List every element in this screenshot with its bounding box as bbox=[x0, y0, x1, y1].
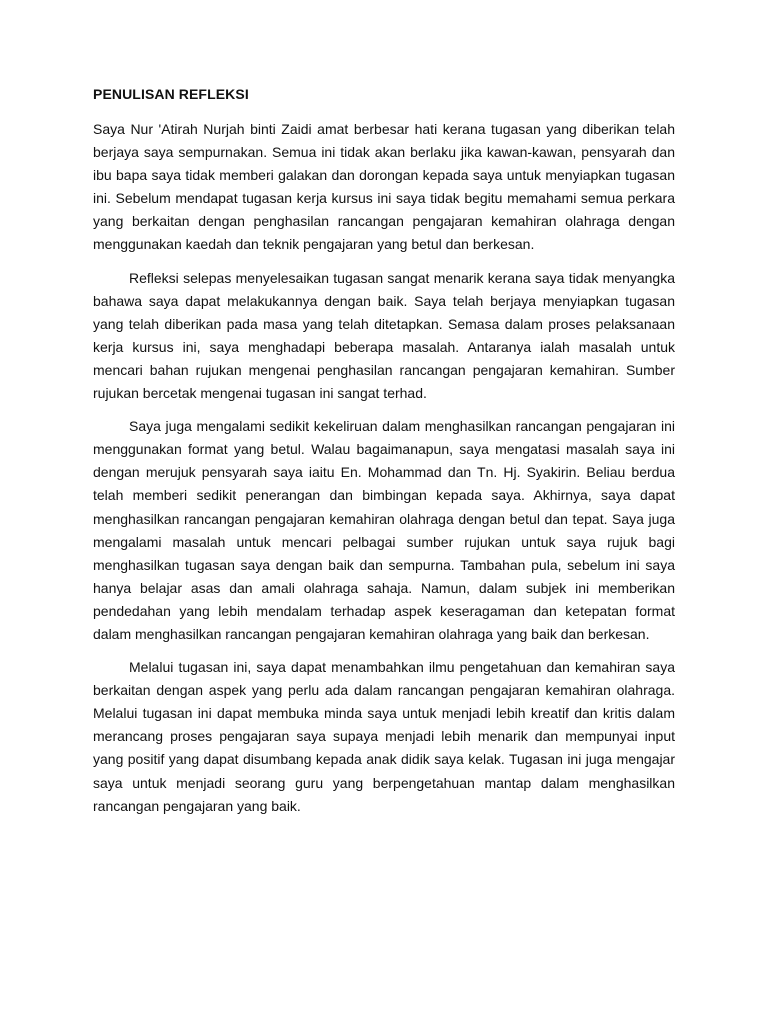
paragraph-intro: Saya Nur 'Atirah Nurjah binti Zaidi amat berbesar hati kerana tugasan yang diberikan telah berjaya saya sempurnakan. Semua ini tidak akan berlaku jika kawan-kawan, pensyarah dan ibu bapa saya tidak memberi galakan dan dorongan kepada saya untuk menyiapkan tugasan ini. Sebelum mendapat tugasan kerja kursus ini saya tidak begitu memahami semua perkara yang berkaitan dengan penghasilan rancangan pengajaran kemahiran olahraga dengan menggunakan kaedah dan teknik pengajaran yang betul dan berkesan. bbox=[93, 121, 675, 253]
paragraph-reflection: Refleksi selepas menyelesaikan tugasan sangat menarik kerana saya tidak menyangka bahawa saya dapat melakukannya dengan baik. Saya telah berjaya menyiapkan tugasan yang telah diberikan pada masa yang telah ditetapkan. Semasa dalam proses pelaksanaan kerja kursus ini, saya menghadapi beberapa masalah. Antaranya ialah masalah untuk mencari bahan rujukan mengenai penghasilan rancangan pengajaran kemahiran. Sumber rujukan bercetak mengenai tugasan ini sangat terhad. bbox=[93, 269, 675, 402]
paragraph-conclusion: Melalui tugasan ini, saya dapat menambahkan ilmu pengetahuan dan kemahiran saya berkaitan dengan aspek yang perlu ada dalam rancangan pengajaran kemahiran olahraga. Melalui tugasan ini dapat membuka minda saya untuk menjadi lebih kreatif dan kritis dalam merancang proses pengajaran saya supaya menjadi lebih menarik dan mempunyai input yang positif yang dapat disumbang kepada anak didik saya kelak. Tugasan ini juga mengajar saya untuk menjadi seorang guru yang berpengetahuan mantap dalam menghasilkan rancangan pengajaran yang baik. bbox=[93, 659, 675, 814]
paragraph-challenges: Saya juga mengalami sedikit kekeliruan dalam menghasilkan rancangan pengajaran ini menggunakan format yang betul. Walau bagaimanapun, saya mengatasi masalah saya ini dengan merujuk pensyarah saya iaitu En. Mohammad dan Tn. Hj. Syakirin. Beliau berdua telah memberi sedikit penerangan dan bimbingan kepada saya. Akhirnya, saya dapat menghasilkan rancangan pengajaran kemahiran olahraga dengan betul dan tepat. Saya juga mengalami masalah untuk mencari pelbagai sumber rujukan untuk saya rujuk bagi menghasilkan tugasan saya dengan baik dan sempurna. Tambahan pula, sebelum ini saya hanya belajar asas dan amali olahraga sahaja. Namun, dalam subjek ini memberikan pendedahan yang lebih mendalam terhadap aspek keseragaman dan ketepatan format dalam menghasilkan rancangan pengajaran kemahiran olahraga yang baik dan berkesan. bbox=[93, 418, 675, 642]
document-title: PENULISAN REFLEKSI bbox=[93, 86, 249, 102]
document-body bbox=[93, 84, 675, 828]
